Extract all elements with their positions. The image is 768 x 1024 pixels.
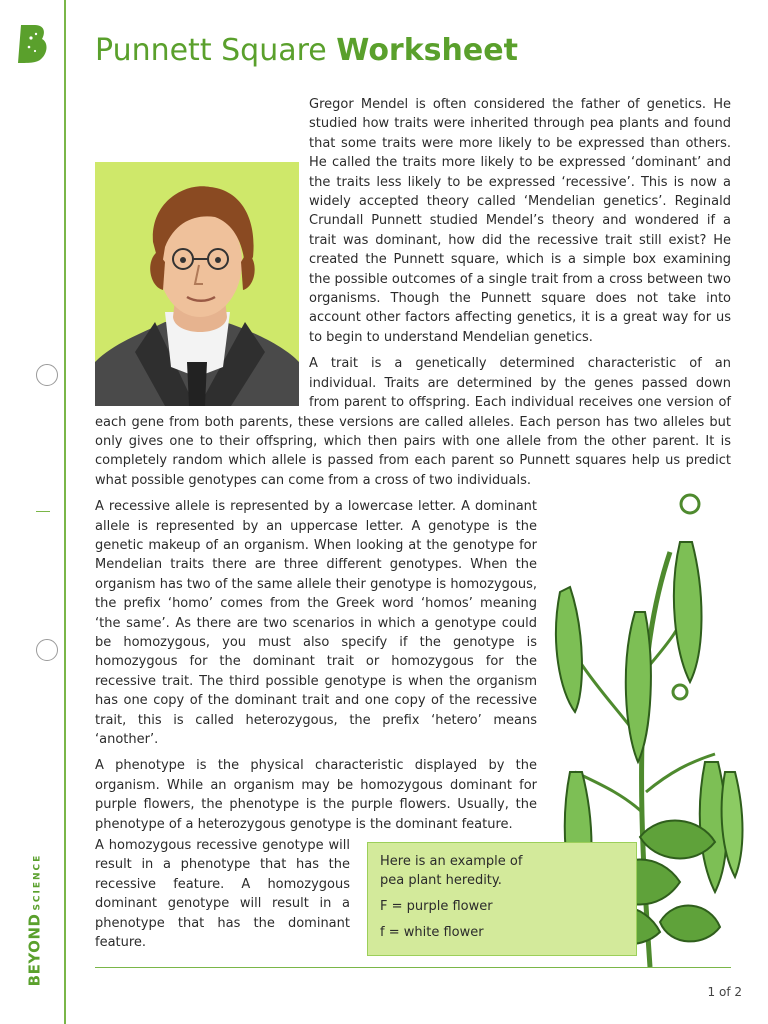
paragraph-traits: A trait is a genetically determined characteristic of an individual. Traits are determined by the genes passed down from parent to offspring. Each individual receives one version of each gene from both parents, these versions are called alleles. Each person has two alleles but only gives one to their offspring, which then pairs with one allele from the other parent. It is completely random which allele is passed from each parent so Punnett squares help us predict what possible genotypes can come from a cross of two individuals. [95,356,731,488]
page-number: 1 of 2 [707,985,742,999]
example-box [367,842,637,956]
punch-hole [36,364,58,386]
footer-rule [95,967,731,968]
example-line-recessive: f = white flower [380,925,484,940]
example-intro: Here is an example of pea plant heredity. [380,854,523,888]
paragraph-genotype: A recessive allele is represented by a lowercase letter. A dominant allele is represented by an uppercase letter. A genotype is the genetic makeup of an organism. When looking at the genotype for Mendelian traits there are three different genotypes. When the organism has two of the same allele their genotype is homozygous, the prefix ‘homo’ comes from the Greek word ‘homos’ meaning ‘the same’. As there are two scenarios in which a genotype could be homozygous, you must also specify if the genotype is homozygous for the dominant trait or homozygous for the recessive trait. The third possible genotype is when the organism has one copy of the dominant trait and one copy of the recessive trait, this is called heterozygous, the prefix ‘hetero’ means ‘another’. [95,499,537,747]
fold-mark [36,511,50,512]
gregor-mendel-portrait [95,162,299,406]
paragraph-homozygous: A homozygous recessive genotype will result in a phenotype that has the recessive feature. A homozygous dominant genotype will result in a phenotype that has the dominant feature. [95,838,350,951]
paragraph-phenotype: A phenotype is the physical characteristic displayed by the organism. While an organism may be homozygous dominant for purple flowers, the phenotype is the purple flowers. Usually, the phenotype of a heterozygous genotype is the dominant feature. [95,758,537,832]
paragraph-intro: Gregor Mendel is often considered the father of genetics. He studied how traits were inherited through pea plants and found that some traits were more likely to be expressed than others. He called the traits more likely to be expressed ‘dominant’ and the traits less likely to be expressed ‘recessive’. This is now a widely accepted theory called ‘Mendelian genetics’. Reginald Crundall Punnett studied Mendel’s theory and wondered if a trait was dominant, how did the recessive trait still exist? He created the Punnett square, which is a simple box examining the possible outcomes of a single trait from a cross between two organisms. Though the Punnett square does not take into account other factors affecting genetics, it is a great way for us to begin to understand Mendelian genetics. [309,97,731,345]
brand-wordmark [25,854,44,987]
brand-word-science: SCIENCE [32,853,43,911]
margin-line [64,0,66,1024]
title-bold: Worksheet [336,33,518,68]
punch-hole [36,639,58,661]
example-line-dominant: F = purple flower [380,899,493,914]
brand-word-beyond: BEYOND [25,913,44,987]
title-regular: Punnett Square [95,33,327,68]
page-title [95,33,518,68]
beyond-logo-icon [15,23,49,65]
